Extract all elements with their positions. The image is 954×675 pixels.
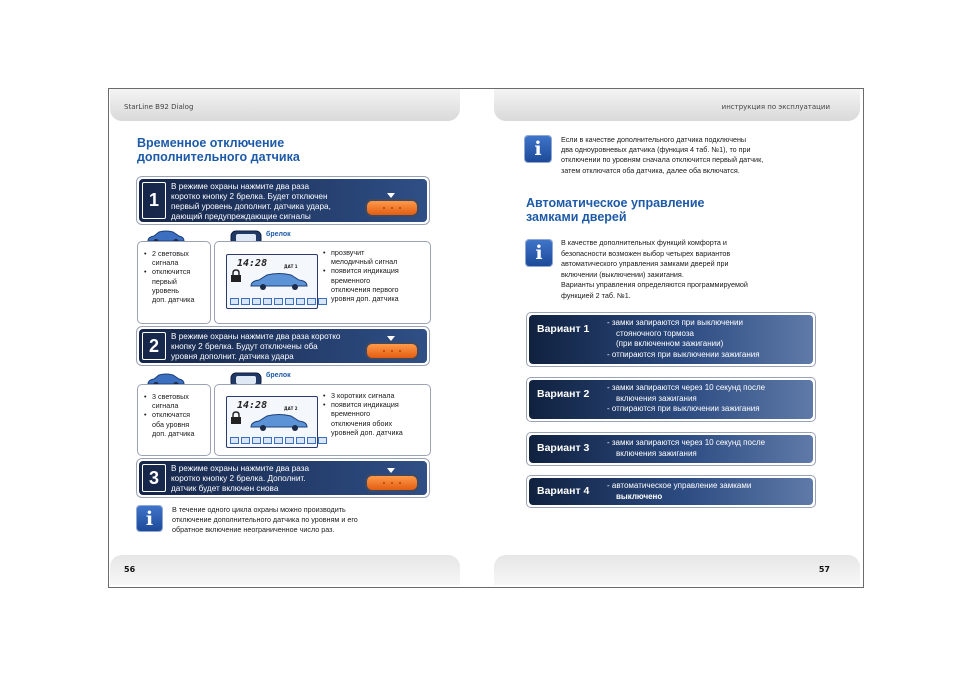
info-icon: i xyxy=(525,136,551,162)
car-lcd-icon xyxy=(249,271,309,291)
car-lcd-icon xyxy=(249,412,309,432)
arrow-down-icon xyxy=(387,468,395,473)
right-header-text: инструкция по эксплуатации xyxy=(721,103,830,111)
right-title: Автоматическое управление замками дверей xyxy=(526,196,705,224)
car-signal-box-2: • 3 световых сигнала • отключатся оба уровня доп. датчика xyxy=(137,384,211,456)
step-2-number: 2 xyxy=(142,332,166,360)
arrow-down-icon xyxy=(387,336,395,341)
fob-signal-box-2: 14:28 ДАТ 2 • 3 коротких сигнала • появится индикация временного отключения обоих уровней доп. датчика xyxy=(214,384,431,456)
variant-2: Вариант 2 - замки запираются через 10 секунд после включения зажигания - отпираются при выключении зажигания xyxy=(526,377,816,422)
step-3-number: 3 xyxy=(142,464,166,492)
left-page-number: 56 xyxy=(124,565,136,574)
fob-signal-box-1: 14:28 ДАТ 1 • прозвучит мелодичный сигнал • появится индикация временного отключения первого уровня доп. датчика xyxy=(214,241,431,324)
variant-4: Вариант 4 - автоматическое управление замками выключено xyxy=(526,475,816,508)
fob-label: брелок xyxy=(266,372,291,379)
step-2 xyxy=(136,326,430,366)
step-1-text: В режиме охраны нажмите два раза коротко кнопку 2 брелка. Будет отключен первый уровень дополнит. датчика удара, дающий предупреждающие сигналы xyxy=(171,182,331,221)
step-1-number: 1 xyxy=(142,182,166,219)
variant-3: Вариант 3 - замки запираются через 10 секунд после включения зажигания xyxy=(526,432,816,466)
left-note: В течение одного цикла охраны можно производить отключение дополнительного датчика по уровням и его обратное включение неограниченное число раз. xyxy=(172,505,358,534)
variant-1: Вариант 1 - замки запираются при выключении стояночного тормоза (при включенном зажигании) - отпираются при выключении зажигания xyxy=(526,312,816,367)
left-title: Временное отключение дополнительного датчика xyxy=(137,136,300,164)
step-1 xyxy=(136,176,430,225)
lock-icon xyxy=(229,269,249,283)
right-page-number: 57 xyxy=(818,565,830,574)
right-header-bar xyxy=(494,89,860,121)
arrow-down-icon xyxy=(387,193,395,198)
fob-label: брелок xyxy=(266,231,291,238)
car-signal-box-1: • 2 световых сигнала • отключится первый уровень доп. датчика xyxy=(137,241,211,324)
left-header-text: StarLine B92 Dialog xyxy=(124,103,194,111)
step-3-text: В режиме охраны нажмите два раза коротко кнопку 2 брелка. Дополнит. датчик будет включен снова xyxy=(171,464,310,493)
info-icon: i xyxy=(526,240,552,266)
lock-icon xyxy=(229,411,249,425)
step-2-text: В режиме охраны нажмите два раза коротко кнопку 2 брелка. Будут отключены оба уровня дополнит. датчика удара xyxy=(171,332,341,361)
right-info-1: Если в качестве дополнительного датчика подключены два одноуровневых датчика (функция 4 таб. №1), то при отключении по уровням сначала отключится первый датчик, затем отключатся оба датчика, далее оба включатся. xyxy=(561,135,764,175)
left-footer-bar xyxy=(110,555,460,585)
right-footer-bar xyxy=(494,555,860,585)
info-icon: i xyxy=(137,506,162,531)
fob-button-2-icon xyxy=(365,474,419,492)
fob-lcd-1: 14:28 ДАТ 1 xyxy=(226,254,318,309)
fob-button-2-icon xyxy=(365,342,419,360)
fob-button-2-icon xyxy=(365,199,419,217)
fob-lcd-2: 14:28 ДАТ 2 xyxy=(226,396,318,448)
step-3 xyxy=(136,458,430,498)
left-header-bar xyxy=(110,89,460,121)
right-info-2: В качестве дополнительных функций комфорта и безопасности возможен выбор четырех вариантов автоматического управления замками дверей при включении (выключении) зажигания. Варианты управления определяются программируемой функцией 2 таб. №1. xyxy=(561,238,748,300)
